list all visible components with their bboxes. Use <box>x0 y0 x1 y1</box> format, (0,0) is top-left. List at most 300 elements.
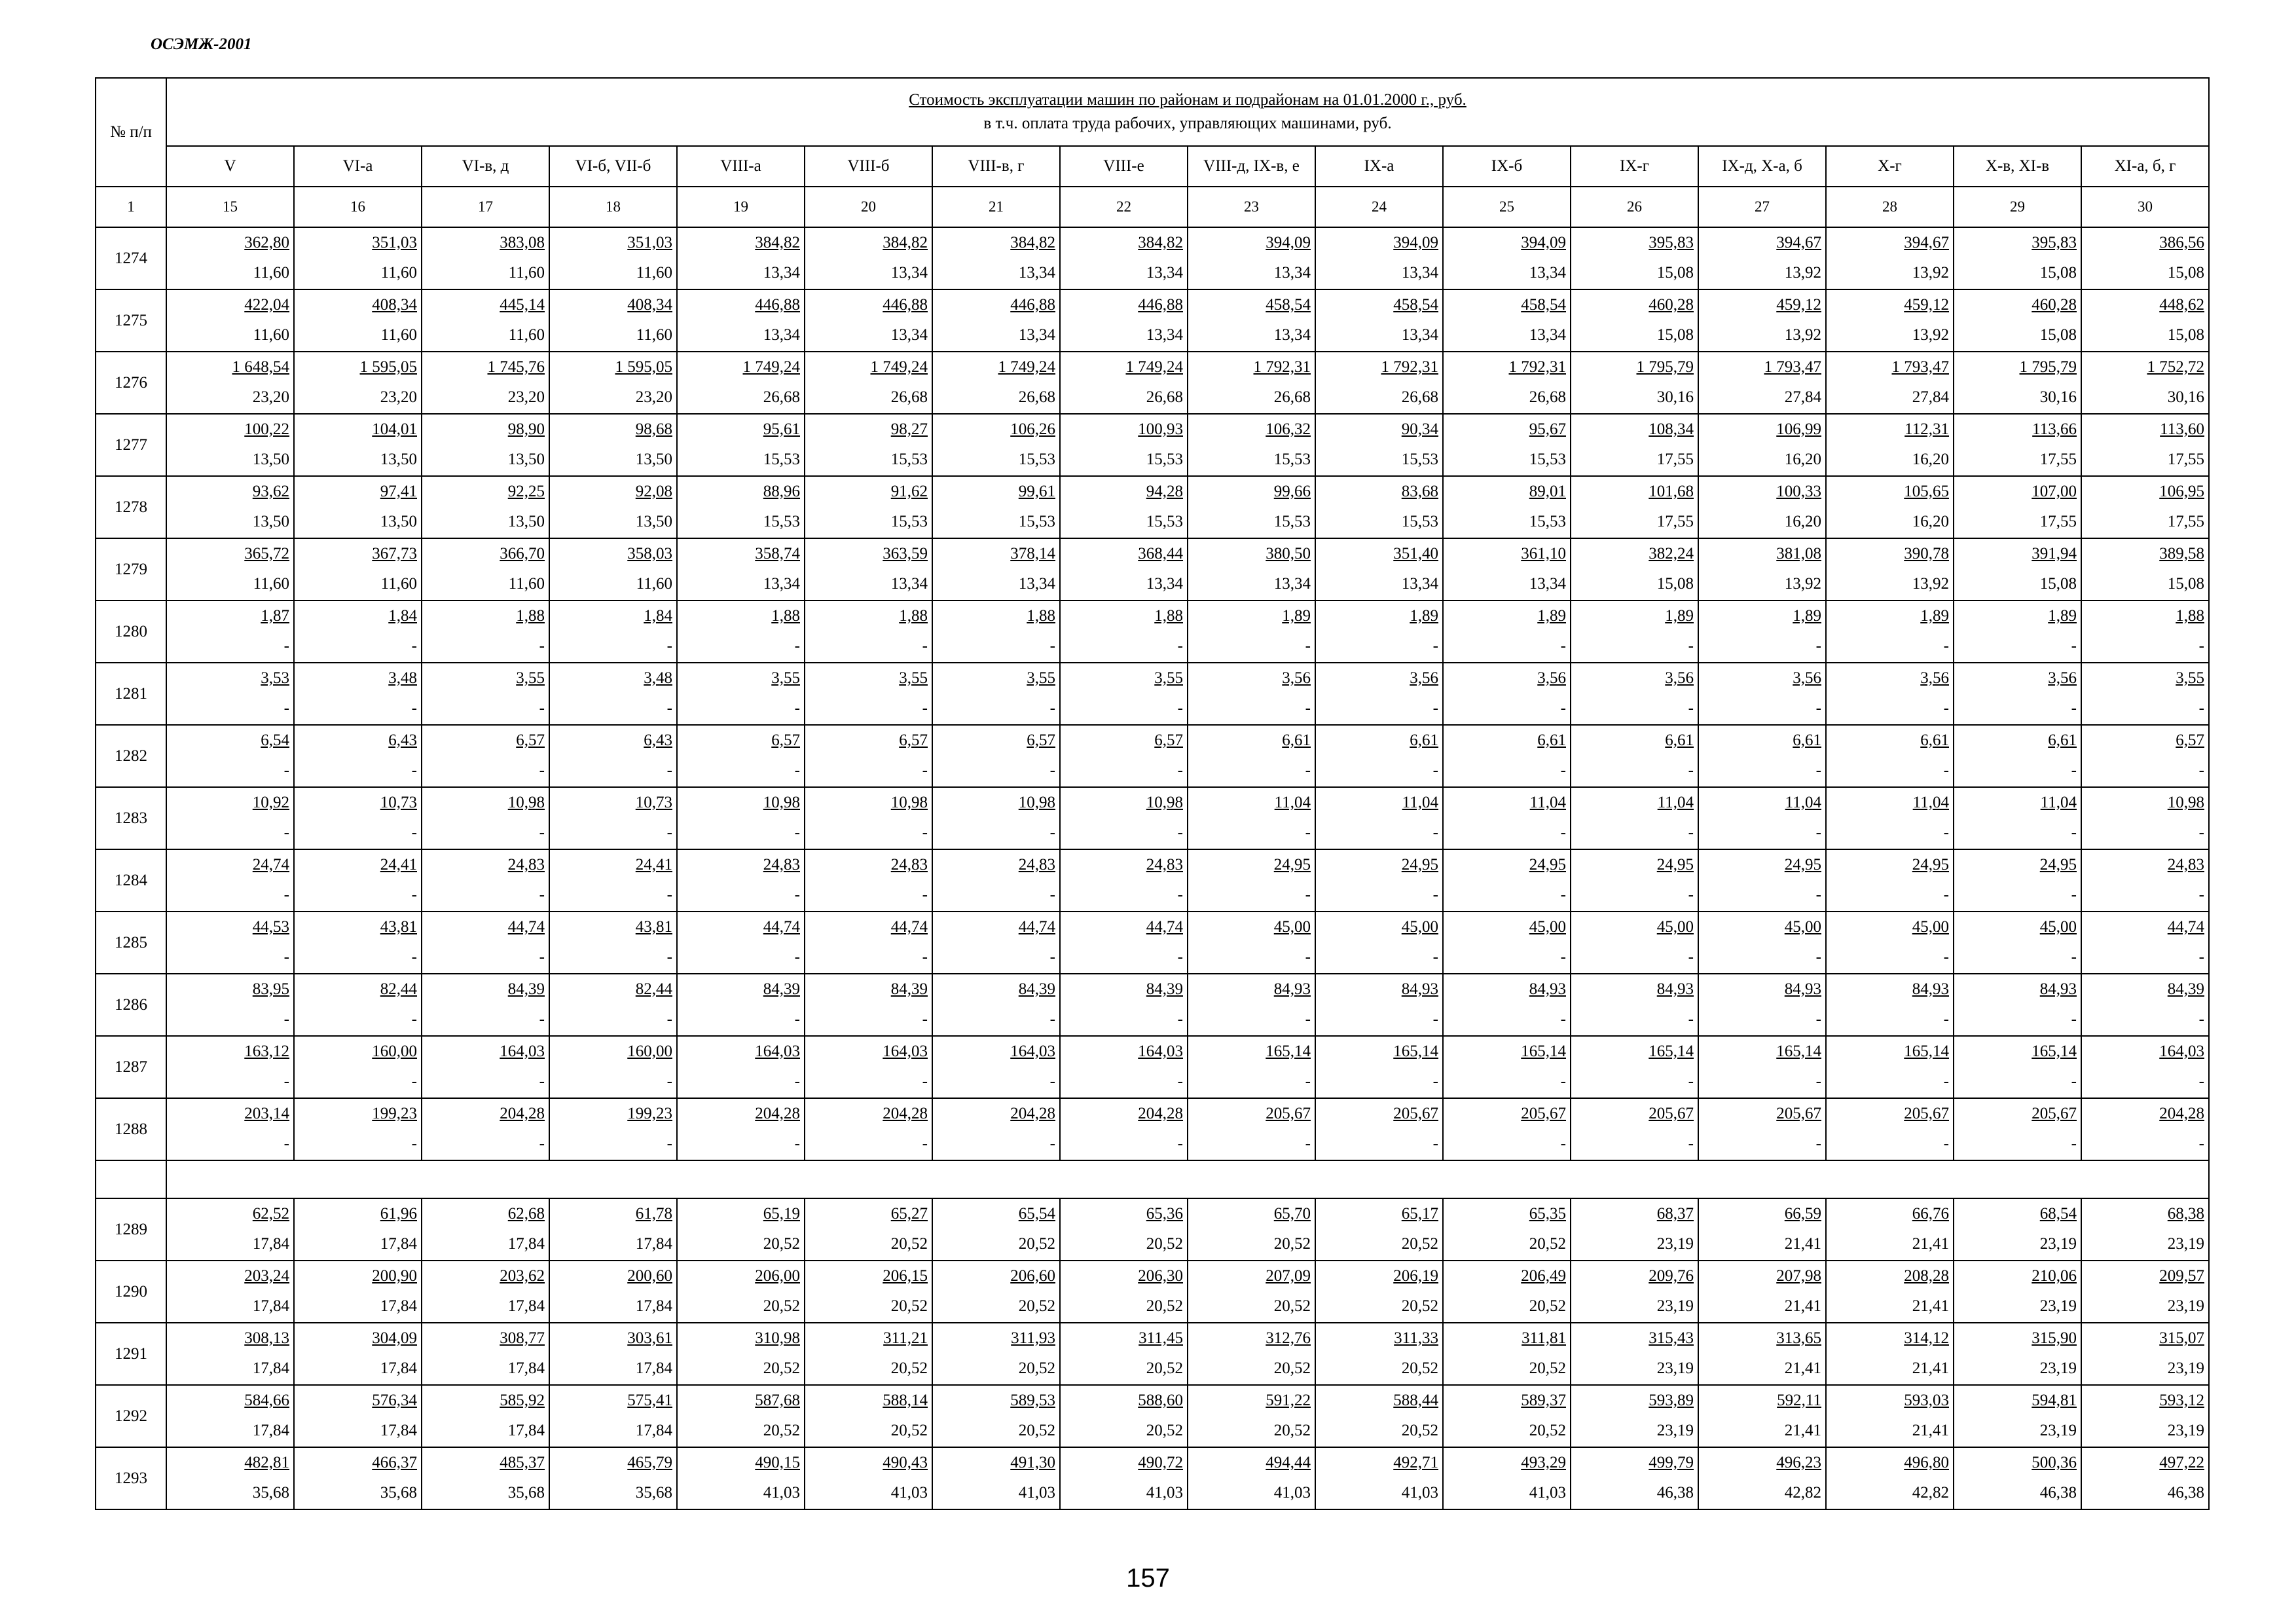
cost-cell <box>1954 1385 2081 1447</box>
region-header: VIII-д, IX-в, е <box>1188 146 1315 187</box>
operating-cost-value: 61,96 <box>380 1204 417 1223</box>
operating-cost-value: 591,22 <box>1266 1391 1311 1409</box>
labor-cost-value: - <box>1943 1010 1949 1028</box>
operating-cost-value: 62,68 <box>507 1204 545 1223</box>
labor-cost-value: - <box>922 948 928 966</box>
cost-cell <box>549 1098 677 1160</box>
cost-cell <box>1698 289 1826 352</box>
operating-cost-value: 62,52 <box>252 1204 289 1223</box>
cost-cell <box>1315 849 1443 912</box>
cost-cell <box>549 538 677 600</box>
cost-cell <box>1954 600 2081 663</box>
operating-cost-value: 313,65 <box>1776 1329 1821 1347</box>
cost-cell <box>1571 352 1698 414</box>
cost-cell <box>294 725 422 787</box>
cost-cell <box>1698 600 1826 663</box>
cost-cell <box>2081 849 2209 912</box>
labor-cost-value: - <box>1688 885 1694 904</box>
operating-cost-value: 205,67 <box>2032 1104 2077 1122</box>
labor-cost-value: 15,53 <box>1273 450 1311 468</box>
operating-cost-value: 45,00 <box>1401 917 1438 936</box>
operating-cost-value: 206,30 <box>1138 1266 1183 1285</box>
table-title-cell <box>166 78 2209 146</box>
operating-cost-value: 45,00 <box>1784 917 1821 936</box>
operating-cost-value: 204,28 <box>1138 1104 1183 1122</box>
cost-cell <box>294 1098 422 1160</box>
operating-cost-value: 315,90 <box>2032 1329 2077 1347</box>
labor-cost-value: - <box>922 1010 928 1028</box>
cost-cell <box>1315 414 1443 476</box>
cost-cell <box>932 1447 1060 1509</box>
labor-cost-value: 15,53 <box>1018 450 1055 468</box>
labor-cost-value: - <box>2198 699 2204 717</box>
operating-cost-value: 3,48 <box>388 669 417 687</box>
operating-cost-value: 312,76 <box>1266 1329 1311 1347</box>
row-number: 1292 <box>96 1385 166 1447</box>
labor-cost-value: - <box>1177 823 1183 841</box>
cost-cell <box>1443 787 1571 849</box>
cost-cell <box>1060 538 1188 600</box>
cost-cell <box>422 289 549 352</box>
operating-cost-value: 459,12 <box>1904 295 1949 314</box>
column-number: 22 <box>1060 187 1188 227</box>
labor-cost-value: - <box>1305 1072 1311 1090</box>
operating-cost-value: 95,67 <box>1529 420 1566 438</box>
cost-cell <box>932 663 1060 725</box>
operating-cost-value: 68,37 <box>1656 1204 1694 1223</box>
cost-cell <box>932 1323 1060 1385</box>
cost-cell <box>1060 849 1188 912</box>
cost-cell <box>1954 912 2081 974</box>
cost-cell <box>1188 663 1315 725</box>
table-row <box>96 663 2209 725</box>
operating-cost-value: 594,81 <box>2032 1391 2077 1409</box>
cost-cell <box>677 1098 805 1160</box>
labor-cost-value: 20,52 <box>1401 1234 1438 1253</box>
cost-cell <box>1188 476 1315 538</box>
cost-cell <box>549 414 677 476</box>
labor-cost-value: 23,20 <box>507 388 545 406</box>
cost-cell <box>1954 787 2081 849</box>
labor-cost-value: - <box>411 761 417 779</box>
operating-cost-value: 6,57 <box>899 731 928 749</box>
labor-cost-value: 15,53 <box>763 512 800 530</box>
number-column-index: 1 <box>96 187 166 227</box>
region-header: VI-в, д <box>422 146 549 187</box>
row-number: 1278 <box>96 476 166 538</box>
cost-cell <box>294 1447 422 1509</box>
cost-cell <box>422 1198 549 1261</box>
cost-cell <box>1826 1198 1954 1261</box>
operating-cost-value: 1 793,47 <box>1891 358 1949 376</box>
labor-cost-value: - <box>1177 1072 1183 1090</box>
cost-cell <box>1698 787 1826 849</box>
region-header: VIII-в, г <box>932 146 1060 187</box>
operating-cost-value: 593,03 <box>1904 1391 1949 1409</box>
labor-cost-value: - <box>1305 761 1311 779</box>
cost-cell <box>422 1323 549 1385</box>
labor-cost-value: 13,34 <box>1018 574 1055 593</box>
cost-cell <box>294 476 422 538</box>
operating-cost-value: 446,88 <box>883 295 928 314</box>
cost-cell <box>294 849 422 912</box>
labor-cost-value: 23,19 <box>2039 1234 2077 1253</box>
labor-cost-value: - <box>1688 1010 1694 1028</box>
cost-cell <box>1826 1323 1954 1385</box>
cost-cell <box>422 849 549 912</box>
operating-cost-value: 11,04 <box>1785 793 1821 811</box>
operating-cost-value: 362,80 <box>244 233 289 251</box>
labor-cost-value: - <box>539 761 545 779</box>
labor-cost-value: 13,34 <box>1273 574 1311 593</box>
labor-cost-value: - <box>1688 761 1694 779</box>
labor-cost-value: 16,20 <box>1912 512 1949 530</box>
cost-cell <box>1443 1323 1571 1385</box>
cost-cell <box>805 1447 932 1509</box>
cost-cell <box>1443 1447 1571 1509</box>
cost-cell <box>677 352 805 414</box>
operating-cost-value: 24,83 <box>507 855 545 874</box>
labor-cost-value: - <box>2071 948 2077 966</box>
operating-cost-value: 496,80 <box>1904 1453 1949 1471</box>
operating-cost-value: 98,27 <box>890 420 928 438</box>
cost-cell <box>422 1261 549 1323</box>
column-number: 26 <box>1571 187 1698 227</box>
operating-cost-value: 394,09 <box>1521 233 1566 251</box>
labor-cost-value: - <box>1432 1072 1438 1090</box>
labor-cost-value: 13,50 <box>507 450 545 468</box>
cost-cell <box>1315 787 1443 849</box>
operating-cost-value: 1,88 <box>516 606 545 625</box>
labor-cost-value: - <box>794 948 800 966</box>
table-header-row <box>96 78 2209 146</box>
operating-cost-value: 458,54 <box>1521 295 1566 314</box>
operating-cost-value: 395,83 <box>1649 233 1694 251</box>
row-number: 1277 <box>96 414 166 476</box>
cost-cell <box>1826 1385 1954 1447</box>
labor-cost-value: 13,34 <box>1146 574 1183 593</box>
operating-cost-value: 389,58 <box>2159 544 2204 563</box>
cost-cell <box>422 663 549 725</box>
operating-cost-value: 24,83 <box>1146 855 1183 874</box>
operating-cost-value: 3,56 <box>1920 669 1949 687</box>
operating-cost-value: 24,95 <box>1529 855 1566 874</box>
cost-cell <box>294 538 422 600</box>
column-number: 19 <box>677 187 805 227</box>
labor-cost-value: 20,52 <box>1146 1234 1183 1253</box>
row-number: 1280 <box>96 600 166 663</box>
operating-cost-value: 10,98 <box>1018 793 1055 811</box>
labor-cost-value: 26,68 <box>763 388 800 406</box>
operating-cost-value: 24,95 <box>1273 855 1311 874</box>
labor-cost-value: - <box>794 1010 800 1028</box>
labor-cost-value: 20,52 <box>1273 1421 1311 1439</box>
operating-cost-value: 101,68 <box>1649 482 1694 500</box>
table-row <box>96 787 2209 849</box>
operating-cost-value: 304,09 <box>372 1329 417 1347</box>
labor-cost-value: 15,08 <box>2167 574 2204 593</box>
operating-cost-value: 84,39 <box>763 980 800 998</box>
operating-cost-value: 210,06 <box>2032 1266 2077 1285</box>
operating-cost-value: 24,83 <box>763 855 800 874</box>
labor-cost-value: - <box>666 823 672 841</box>
labor-cost-value: 11,60 <box>636 574 672 593</box>
operating-cost-value: 408,34 <box>627 295 672 314</box>
cost-cell <box>2081 476 2209 538</box>
operating-cost-value: 207,98 <box>1776 1266 1821 1285</box>
operating-cost-value: 164,03 <box>755 1042 800 1060</box>
labor-cost-value: 15,08 <box>2167 263 2204 282</box>
operating-cost-value: 3,56 <box>1282 669 1311 687</box>
operating-cost-value: 92,25 <box>507 482 545 500</box>
operating-cost-value: 205,67 <box>1776 1104 1821 1122</box>
region-header: IX-а <box>1315 146 1443 187</box>
cost-cell <box>805 974 932 1036</box>
table-title: Стоимость эксплуатации машин по районам и подрайонам на 01.01.2000 г., руб. <box>909 91 1467 109</box>
labor-cost-value: 30,16 <box>1656 388 1694 406</box>
labor-cost-value: 17,84 <box>507 1359 545 1377</box>
labor-cost-value: 13,92 <box>1784 574 1821 593</box>
operating-cost-value: 466,37 <box>372 1453 417 1471</box>
cost-cell <box>932 289 1060 352</box>
labor-cost-value: 11,60 <box>636 325 672 344</box>
cost-cell <box>1698 414 1826 476</box>
operating-cost-value: 204,28 <box>755 1104 800 1122</box>
operating-cost-value: 45,00 <box>1529 917 1566 936</box>
labor-cost-value: 16,20 <box>1784 512 1821 530</box>
cost-cell <box>2081 352 2209 414</box>
labor-cost-value: 15,53 <box>1401 450 1438 468</box>
number-column-header: № п/п <box>96 78 166 187</box>
operating-cost-value: 576,34 <box>372 1391 417 1409</box>
labor-cost-value: - <box>539 637 545 655</box>
operating-cost-value: 11,04 <box>1402 793 1438 811</box>
labor-cost-value: 13,92 <box>1912 325 1949 344</box>
operating-cost-value: 458,54 <box>1266 295 1311 314</box>
cost-cell <box>1060 1385 1188 1447</box>
operating-cost-value: 500,36 <box>2032 1453 2077 1471</box>
table-row <box>96 1036 2209 1098</box>
operating-cost-value: 203,24 <box>244 1266 289 1285</box>
operating-cost-value: 378,14 <box>1010 544 1055 563</box>
labor-cost-value: 17,55 <box>2039 450 2077 468</box>
labor-cost-value: - <box>1815 637 1821 655</box>
cost-cell <box>1188 600 1315 663</box>
labor-cost-value: 15,08 <box>2039 574 2077 593</box>
labor-cost-value: - <box>922 637 928 655</box>
operating-cost-value: 24,83 <box>890 855 928 874</box>
operating-cost-value: 204,28 <box>1010 1104 1055 1122</box>
cost-cell <box>805 787 932 849</box>
cost-cell <box>805 1323 932 1385</box>
labor-cost-value: 13,34 <box>890 325 928 344</box>
operating-cost-value: 45,00 <box>1273 917 1311 936</box>
labor-cost-value: 35,68 <box>635 1483 672 1502</box>
operating-cost-value: 113,60 <box>2160 420 2204 438</box>
labor-cost-value: - <box>1305 699 1311 717</box>
operating-cost-value: 363,59 <box>883 544 928 563</box>
labor-cost-value: 27,84 <box>1912 388 1949 406</box>
region-header: VI-б, VII-б <box>549 146 677 187</box>
cost-cell <box>422 414 549 476</box>
labor-cost-value: - <box>1943 637 1949 655</box>
cost-cell <box>1443 476 1571 538</box>
cost-cell <box>1443 227 1571 289</box>
cost-cell <box>1571 849 1698 912</box>
cost-cell <box>805 289 932 352</box>
table-subtitle: в т.ч. оплата труда рабочих, управляющих машинами, руб. <box>983 115 1392 132</box>
operating-cost-value: 84,39 <box>890 980 928 998</box>
operating-cost-value: 65,36 <box>1146 1204 1183 1223</box>
operating-cost-value: 6,61 <box>1537 731 1566 749</box>
operating-cost-value: 384,82 <box>1138 233 1183 251</box>
operating-cost-value: 65,70 <box>1273 1204 1311 1223</box>
cost-cell <box>805 1261 932 1323</box>
labor-cost-value: 23,20 <box>252 388 289 406</box>
operating-cost-value: 1 792,31 <box>1253 358 1311 376</box>
column-number: 29 <box>1954 187 2081 227</box>
operating-cost-value: 446,88 <box>1138 295 1183 314</box>
cost-cell <box>549 476 677 538</box>
operating-cost-value: 10,98 <box>890 793 928 811</box>
labor-cost-value: - <box>539 948 545 966</box>
operating-cost-value: 3,53 <box>261 669 289 687</box>
cost-cell <box>1315 725 1443 787</box>
operating-cost-value: 358,03 <box>627 544 672 563</box>
operating-cost-value: 200,60 <box>627 1266 672 1285</box>
region-header: X-в, XI-в <box>1954 146 2081 187</box>
cost-cell <box>166 289 294 352</box>
labor-cost-value: 20,52 <box>763 1421 800 1439</box>
cost-cell <box>1188 912 1315 974</box>
cost-cell <box>294 1261 422 1323</box>
labor-cost-value: 23,19 <box>2167 1359 2204 1377</box>
cost-cell <box>1060 414 1188 476</box>
labor-cost-value: - <box>1177 948 1183 966</box>
operating-cost-value: 112,31 <box>1904 420 1949 438</box>
cost-cell <box>1443 289 1571 352</box>
operating-cost-value: 45,00 <box>1656 917 1694 936</box>
labor-cost-value: - <box>922 761 928 779</box>
labor-cost-value: - <box>2198 1134 2204 1153</box>
labor-cost-value: - <box>1177 699 1183 717</box>
labor-cost-value: - <box>283 699 289 717</box>
operating-cost-value: 311,93 <box>1011 1329 1055 1347</box>
operating-cost-value: 89,01 <box>1529 482 1566 500</box>
cost-cell <box>166 414 294 476</box>
operating-cost-value: 3,56 <box>1665 669 1694 687</box>
cost-cell <box>422 1036 549 1098</box>
operating-cost-value: 386,56 <box>2159 233 2204 251</box>
cost-cell <box>805 1098 932 1160</box>
cost-cell <box>1315 912 1443 974</box>
cost-cell <box>1954 1447 2081 1509</box>
labor-cost-value: - <box>666 948 672 966</box>
region-header: IX-г <box>1571 146 1698 187</box>
labor-cost-value: 20,52 <box>890 1359 928 1377</box>
operating-cost-value: 84,93 <box>1912 980 1949 998</box>
operating-cost-value: 1 795,79 <box>2019 358 2077 376</box>
cost-cell <box>1315 1036 1443 1098</box>
operating-cost-value: 11,04 <box>1912 793 1949 811</box>
operating-cost-value: 1,89 <box>1665 606 1694 625</box>
labor-cost-value: 17,84 <box>252 1297 289 1315</box>
operating-cost-value: 164,03 <box>2159 1042 2204 1060</box>
cost-cell <box>1443 352 1571 414</box>
cost-cell <box>294 787 422 849</box>
labor-cost-value: - <box>1688 699 1694 717</box>
operating-cost-value: 165,14 <box>1266 1042 1311 1060</box>
labor-cost-value: - <box>1943 823 1949 841</box>
labor-cost-value: 13,34 <box>1529 574 1566 593</box>
labor-cost-value: - <box>2198 1072 2204 1090</box>
operating-cost-value: 368,44 <box>1138 544 1183 563</box>
labor-cost-value: 26,68 <box>1401 388 1438 406</box>
cost-cell <box>1315 600 1443 663</box>
labor-cost-value: 15,08 <box>1656 263 1694 282</box>
labor-cost-value: 17,84 <box>507 1297 545 1315</box>
operating-cost-value: 1 749,24 <box>870 358 928 376</box>
cost-cell <box>1571 476 1698 538</box>
cost-cell <box>805 227 932 289</box>
cost-cell <box>294 912 422 974</box>
cost-cell <box>1315 1198 1443 1261</box>
cost-cell <box>1826 787 1954 849</box>
cost-cell <box>1571 725 1698 787</box>
operating-cost-value: 1 648,54 <box>232 358 289 376</box>
cost-cell <box>932 414 1060 476</box>
operating-cost-value: 308,77 <box>500 1329 545 1347</box>
operating-cost-value: 3,55 <box>1154 669 1183 687</box>
labor-cost-value: - <box>1305 823 1311 841</box>
cost-cell <box>805 538 932 600</box>
cost-cell <box>1698 1098 1826 1160</box>
cost-cell <box>549 1198 677 1261</box>
operating-cost-value: 1 792,31 <box>1381 358 1438 376</box>
operating-cost-value: 6,57 <box>771 731 800 749</box>
operating-cost-value: 1 595,05 <box>615 358 672 376</box>
operating-cost-value: 84,93 <box>1656 980 1694 998</box>
cost-cell <box>932 1261 1060 1323</box>
labor-cost-value: 13,92 <box>1784 263 1821 282</box>
cost-cell <box>549 352 677 414</box>
labor-cost-value: 21,41 <box>1784 1234 1821 1253</box>
operating-cost-value: 3,56 <box>2048 669 2077 687</box>
labor-cost-value: - <box>283 1072 289 1090</box>
cost-cell <box>1698 1036 1826 1098</box>
cost-cell <box>1315 974 1443 1036</box>
operating-cost-value: 381,08 <box>1776 544 1821 563</box>
operating-cost-value: 493,29 <box>1521 1453 1566 1471</box>
labor-cost-value: - <box>1049 699 1055 717</box>
operating-cost-value: 358,74 <box>755 544 800 563</box>
cost-cell <box>422 1385 549 1447</box>
labor-cost-value: 17,55 <box>2039 512 2077 530</box>
cost-cell <box>166 600 294 663</box>
operating-cost-value: 204,28 <box>883 1104 928 1122</box>
operating-cost-value: 165,14 <box>1904 1042 1949 1060</box>
cost-cell <box>1315 289 1443 352</box>
operating-cost-value: 384,82 <box>883 233 928 251</box>
labor-cost-value: 26,68 <box>1529 388 1566 406</box>
cost-cell <box>677 974 805 1036</box>
operating-cost-value: 384,82 <box>755 233 800 251</box>
labor-cost-value: 20,52 <box>1018 1359 1055 1377</box>
labor-cost-value: - <box>539 823 545 841</box>
operating-cost-value: 164,03 <box>883 1042 928 1060</box>
cost-cell <box>677 1323 805 1385</box>
labor-cost-value: - <box>1943 1134 1949 1153</box>
